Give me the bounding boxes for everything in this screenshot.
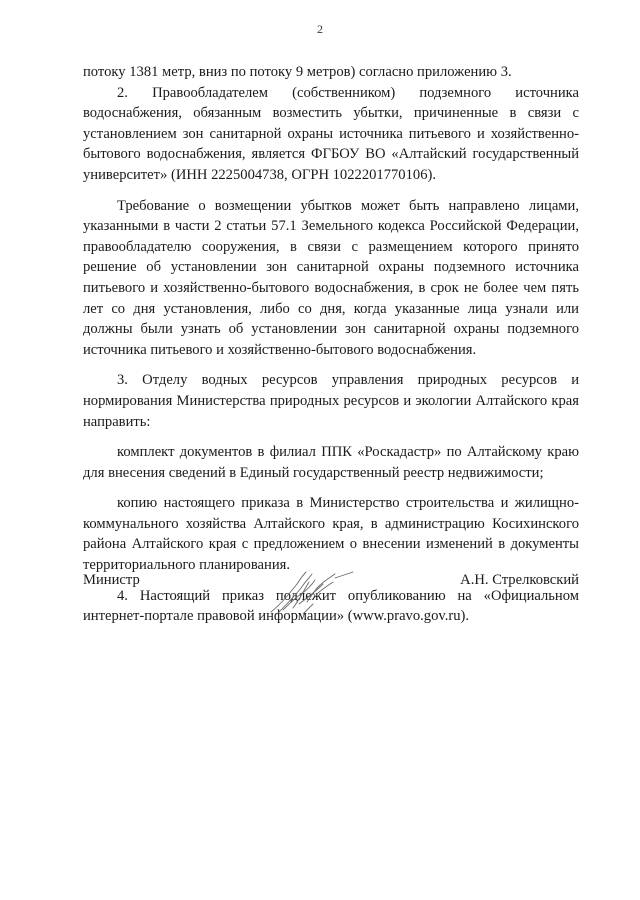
signature-block (83, 568, 579, 628)
paragraph-compensation: Требование о возмещении убытков может быть направлено лицами, указанными в части 2 статьи 57.1 Земельного кодекса Российской Федерации, правообладателю сооружения, в связи с размещением которого принято решение об установлении зон санитарной охраны подземного источника питьевого и хозяйственно-бытового водоснабжения, в срок не более чем пять лет со дня установления, либо со дня, когда указанные лица узнали или должны были узнать об установлении зон санитарной охраны подземного источника питьевого и хозяйственно-бытового водоснабжения. (83, 197, 579, 358)
signer-title: Министр (83, 572, 140, 588)
page-number: 2 (317, 22, 323, 36)
signer-name: А.Н. Стрелковский (460, 572, 579, 588)
paragraph-cadastre: комплект документов в филиал ППК «Роскадастр» по Алтайскому краю для внесения сведений в Единый государственный реестр недвижимости; (83, 444, 579, 481)
paragraph-copy: копию настоящего приказа в Министерство строительства и жилищно-коммунального хозяйства Алтайского края, в администрацию Косихинского района Алтайского края с предложением о внесении изменений в документы территориального планирования. (83, 495, 579, 574)
paragraph-item-4: 4. Настоящий приказ подлежит опубликованию на «Официальном интернет-портале правовой информации» (www.pravo.gov.ru). (83, 587, 579, 625)
paragraph-continuation: потоку 1381 метр, вниз по потоку 9 метров) согласно приложению 3. (83, 64, 512, 80)
paragraph-item-2: 2. Правообладателем (собственником) подземного источника водоснабжения, обязанным возместить убытки, причиненные в связи с установлением зон санитарной охраны источника питьевого и хозяйственно-бытового водоснабжения, является ФГБОУ ВО «Алтайский государственный университет» (ИНН 2225004738, ОГРН 1022201770106). (83, 84, 579, 183)
document-body (83, 62, 579, 627)
handwritten-signature (263, 564, 373, 620)
paragraph-item-3: 3. Отделу водных ресурсов управления природных ресурсов и нормирования Министерства природных ресурсов и экологии Алтайского края направить: (83, 372, 579, 430)
